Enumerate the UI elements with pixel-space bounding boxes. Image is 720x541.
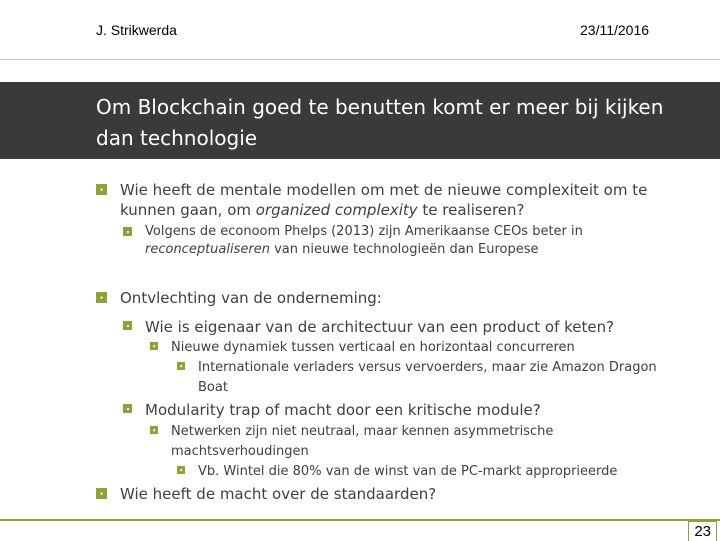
bullet-item	[96, 180, 686, 220]
bullet-icon	[177, 466, 185, 474]
date-header: 23/11/2016	[580, 22, 650, 38]
bullet-item	[96, 484, 686, 504]
bullet-text: Vb. Wintel die 80% van de winst van de PC-markt approprieerde	[198, 464, 618, 479]
bullet-text: Wie is eigenaar van de architectuur van een product of keten?	[145, 318, 615, 336]
bullet-icon	[123, 321, 132, 330]
bullet-text: Volgens de econoom Phelps (2013) zijn Amerikaanse CEOs beter in reconceptualiseren van nieuwe technologieën dan Europese	[145, 224, 583, 257]
bullet-icon	[96, 184, 107, 195]
bullet-text: Netwerken zijn niet neutraal, maar kennen asymmetrische machtsverhoudingen	[171, 424, 554, 459]
page-number: 23	[688, 521, 717, 541]
bullet-icon	[150, 342, 158, 350]
bullet-icon	[96, 292, 107, 303]
bullet-icon	[96, 488, 107, 499]
bullet-icon	[123, 404, 132, 413]
bullet-item	[123, 223, 663, 259]
bullet-item	[96, 288, 686, 308]
bullet-text: Nieuwe dynamiek tussen verticaal en horizontaal concurreren	[171, 340, 575, 355]
bullet-icon	[150, 426, 158, 434]
bullet-text: Wie heeft de macht over de standaarden?	[120, 485, 437, 503]
bullet-icon	[177, 362, 185, 370]
bullet-item	[177, 462, 687, 482]
bullet-item	[177, 358, 687, 398]
header-divider	[0, 59, 720, 60]
bullet-item	[123, 400, 683, 420]
bullet-text: Ontvlechting van de onderneming:	[120, 289, 382, 307]
bullet-item	[123, 317, 683, 337]
author-header: J. Strikwerda	[96, 22, 177, 38]
bullet-icon	[123, 227, 132, 236]
bullet-text: Wie heeft de mentale modellen om met de nieuwe complexiteit om te kunnen gaan, om organized complexity te realiseren?	[120, 181, 648, 219]
bullet-item	[150, 338, 670, 358]
footer-divider	[0, 519, 720, 521]
bullet-item	[150, 422, 590, 462]
bullet-text: Internationale verladers versus vervoerders, maar zie Amazon Dragon Boat	[198, 360, 657, 395]
slide-title: Om Blockchain goed te benutten komt er meer bij kijken dan technologie	[96, 95, 664, 150]
bullet-text: Modularity trap of macht door een kritische module?	[145, 401, 541, 419]
